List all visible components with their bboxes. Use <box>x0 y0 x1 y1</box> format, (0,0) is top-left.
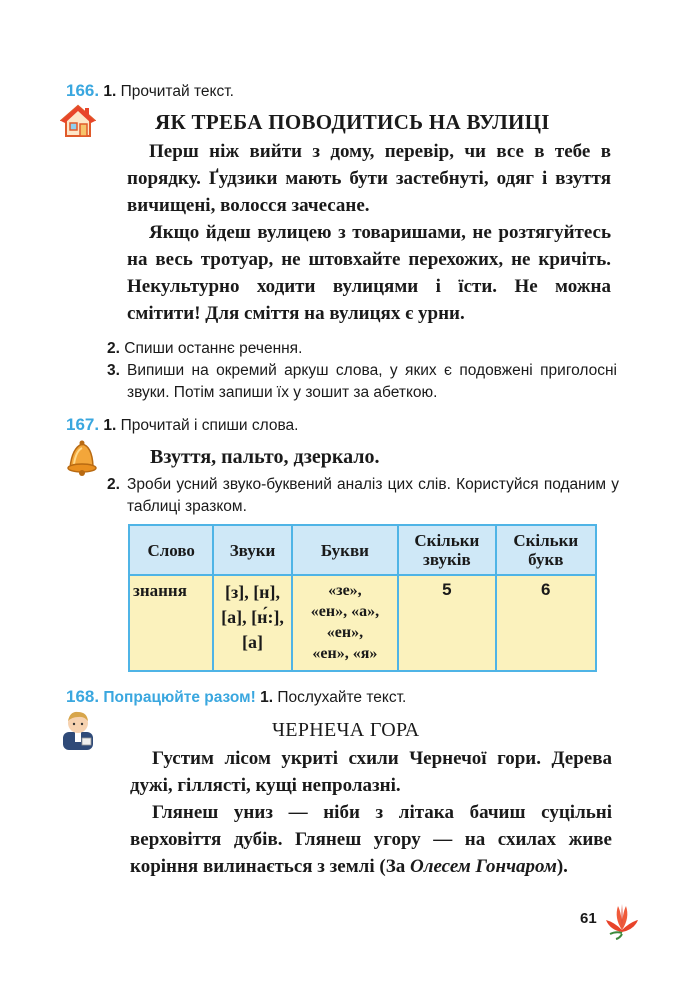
cell-letters <box>292 575 398 671</box>
ex166-step2: 2. <box>107 340 120 357</box>
ex166-task3 <box>107 360 617 404</box>
letters-line-2: «ен», «а», <box>310 603 380 620</box>
letters-line-4: «ен», «я» <box>312 645 378 662</box>
ex167-instruction2: Зроби усний звуко-буквений аналіз цих слів. Користуйся поданим у таблиці зразком. <box>127 476 619 515</box>
letters-line-3: «ен», <box>326 624 364 641</box>
ex166-heading <box>66 80 234 103</box>
table-row <box>129 575 596 671</box>
ex167-step2: 2. <box>107 476 120 493</box>
ex166-para2: Якщо йдеш вулицею з товаришами, не розтягуйтесь на весь тротуар, не штовхайте перехожих, не кричіть. Некультурно ходити вулицями і їсти. Не можна смітити! Для сміття на вулицях є урни. <box>127 222 611 324</box>
sounds-line-2: [а], [н́:], <box>221 607 284 627</box>
cell-letter-count: 6 <box>496 575 596 671</box>
ex168-para2 <box>130 799 612 880</box>
ex166-step1: 1. <box>103 83 117 100</box>
th-sound-count: Скільки звуків <box>398 525 495 575</box>
ex166-instruction3: Випиши на окремий аркуш слова, у яких є подовжені приголосні звуки. Потім запиши їх у зошит за абеткою. <box>127 362 617 401</box>
ex168-para2-end: ). <box>556 856 568 877</box>
ex167-words: Взуття, пальто, дзеркало. <box>150 446 380 468</box>
cell-word: знання <box>129 575 213 671</box>
ex168-heading <box>66 686 406 709</box>
ex168-step1: 1. <box>260 689 274 706</box>
ex168-text <box>130 745 612 880</box>
cell-sounds <box>213 575 291 671</box>
house-icon <box>60 103 96 139</box>
cell-sound-count: 5 <box>398 575 495 671</box>
ex167-instruction1: Прочитай і спиши слова. <box>120 417 299 434</box>
table-header-row <box>129 525 596 575</box>
ex166-text <box>127 138 611 327</box>
ex168-together: Попрацюйте разом! <box>103 689 256 706</box>
sample-table <box>128 524 597 672</box>
ex166-number: 166. <box>66 81 100 100</box>
th-letters: Букви <box>292 525 398 575</box>
ex166-instruction1: Прочитай текст. <box>120 83 234 100</box>
ex168-title: ЧЕРНЕЧА ГОРА <box>272 719 420 741</box>
ex166-para1: Перш ніж вийти з дому, перевір, чи все в тебе в порядку. Ґудзики мають бути застебнуті, одяг і взуття вичищені, волосся зачесане. <box>127 141 611 216</box>
ex168-para1: Густим лісом укриті схили Чернечої гори. Дерева дужі, гіллясті, кущі непролазні. <box>130 748 612 796</box>
bell-icon <box>60 436 102 478</box>
ex166-instruction2: Спиши останнє речення. <box>124 340 303 357</box>
sounds-line-1: [з], [н], <box>224 582 281 602</box>
flower-icon <box>600 900 644 940</box>
ex166-task2 <box>107 338 617 360</box>
ex168-para2-main: Глянеш униз — ніби з літака бачиш суцільні верховіття дубів. Глянеш угору — на схилах живе коріння вилинається з землі (За <box>130 802 612 877</box>
ex168-number: 168. <box>66 687 100 706</box>
ex167-heading <box>66 414 298 437</box>
ex167-task2 <box>107 474 619 518</box>
th-word: Слово <box>129 525 213 575</box>
ex168-instruction1: Послухайте текст. <box>277 689 407 706</box>
ex167-step1: 1. <box>103 417 117 434</box>
ex168-author: Олесем Гончаром <box>409 856 557 877</box>
sounds-line-3: [а] <box>242 632 264 652</box>
th-letter-count: Скільки букв <box>496 525 596 575</box>
child-icon <box>60 708 96 750</box>
ex167-number: 167. <box>66 415 100 434</box>
page-number: 61 <box>580 910 597 927</box>
ex166-step3: 3. <box>107 362 120 379</box>
ex166-title: ЯК ТРЕБА ПОВОДИТИСЬ НА ВУЛИЦІ <box>155 110 550 134</box>
letters-line-1: «зе», <box>328 582 362 599</box>
th-sounds: Звуки <box>213 525 291 575</box>
